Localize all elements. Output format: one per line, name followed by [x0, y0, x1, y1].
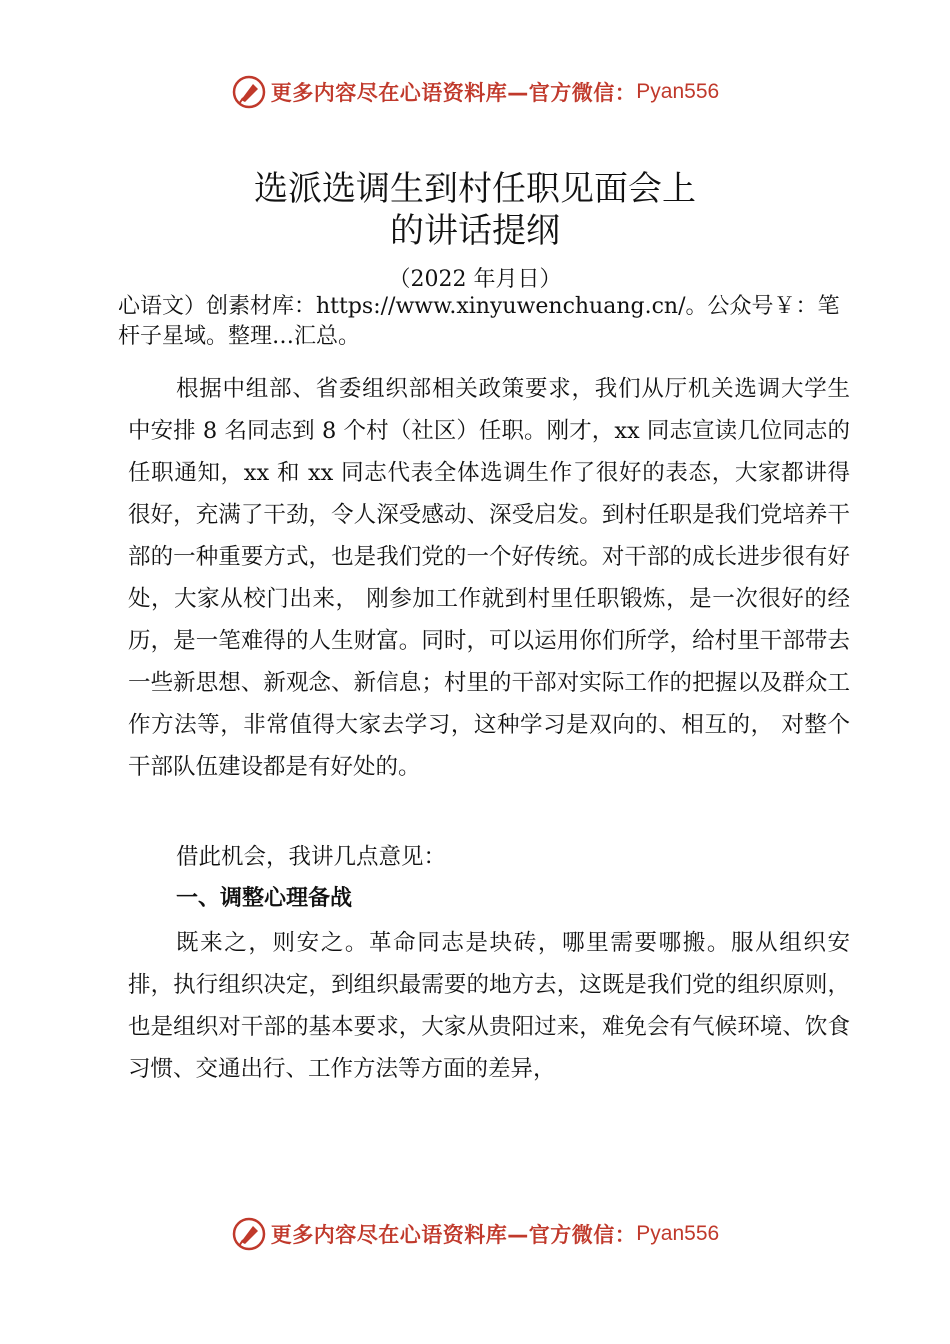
source-note: 心语文）创素材库：https://www.xinyuwenchuang.cn/。公众号￥：笔杆子星域。整理…汇总。: [118, 294, 840, 349]
banner-wechat-id: Pyan556: [636, 80, 720, 103]
pen-nib-logo-icon: [231, 74, 267, 110]
document-date: （2022 年月日）: [388, 267, 562, 292]
banner-text: 更多内容尽在心语资料库—官方微信：: [270, 81, 637, 105]
document-title-line2: 的讲话提纲: [390, 211, 560, 251]
paragraph-opinions: 借此机会，我讲几点意见：: [176, 844, 447, 870]
pen-nib-logo-icon: [231, 1216, 267, 1252]
header-banner: [0, 72, 950, 112]
document-title-line1: 选派选调生到村任职见面会上: [254, 169, 696, 209]
banner-wechat-id: Pyan556: [636, 1222, 720, 1245]
paragraph-section-1: 既来之，则安之。革命同志是块砖，哪里需要哪搬。服从组织安排，执行组织决定，到组织最需要的地方去，这既是我们党的组织原则，也是组织对干部的基本要求，大家从贵阳过来，难免会有气候环境、饮食习惯、交通出行、工作方法等方面的差异，: [128, 930, 850, 1082]
banner-text: 更多内容尽在心语资料库—官方微信：: [270, 1223, 637, 1247]
footer-banner: [0, 1214, 950, 1254]
section-heading-1: 一、调整心理备战: [176, 886, 353, 911]
paragraph-intro: 根据中组部、省委组织部相关政策要求，我们从厅机关选调大学生中安排 8 名同志到 8 个村（社区）任职。刚才，xx 同志宣读几位同志的任职通知，xx 和 xx 同志代表全体选调生作了很好的表态，大家都讲得很好，充满了干劲，令人深受感动、深受启发。到村任职是我们党培养干部的一种重要方式，也是我们党的一个好传统。对干部的成长进步很有好处，大家从校门出来， 刚参加工作就到村里任职锻炼，是一次很好的经历，是一笔难得的人生财富。同时，可以运用你们所学，给村里干部带去一些新思想、新观念、新信息；村里的干部对实际工作的把握以及群众工作方法等，非常值得大家去学习，这种学习是双向的、相互的， 对整个干部队伍建设都是有好处的。: [128, 376, 850, 780]
